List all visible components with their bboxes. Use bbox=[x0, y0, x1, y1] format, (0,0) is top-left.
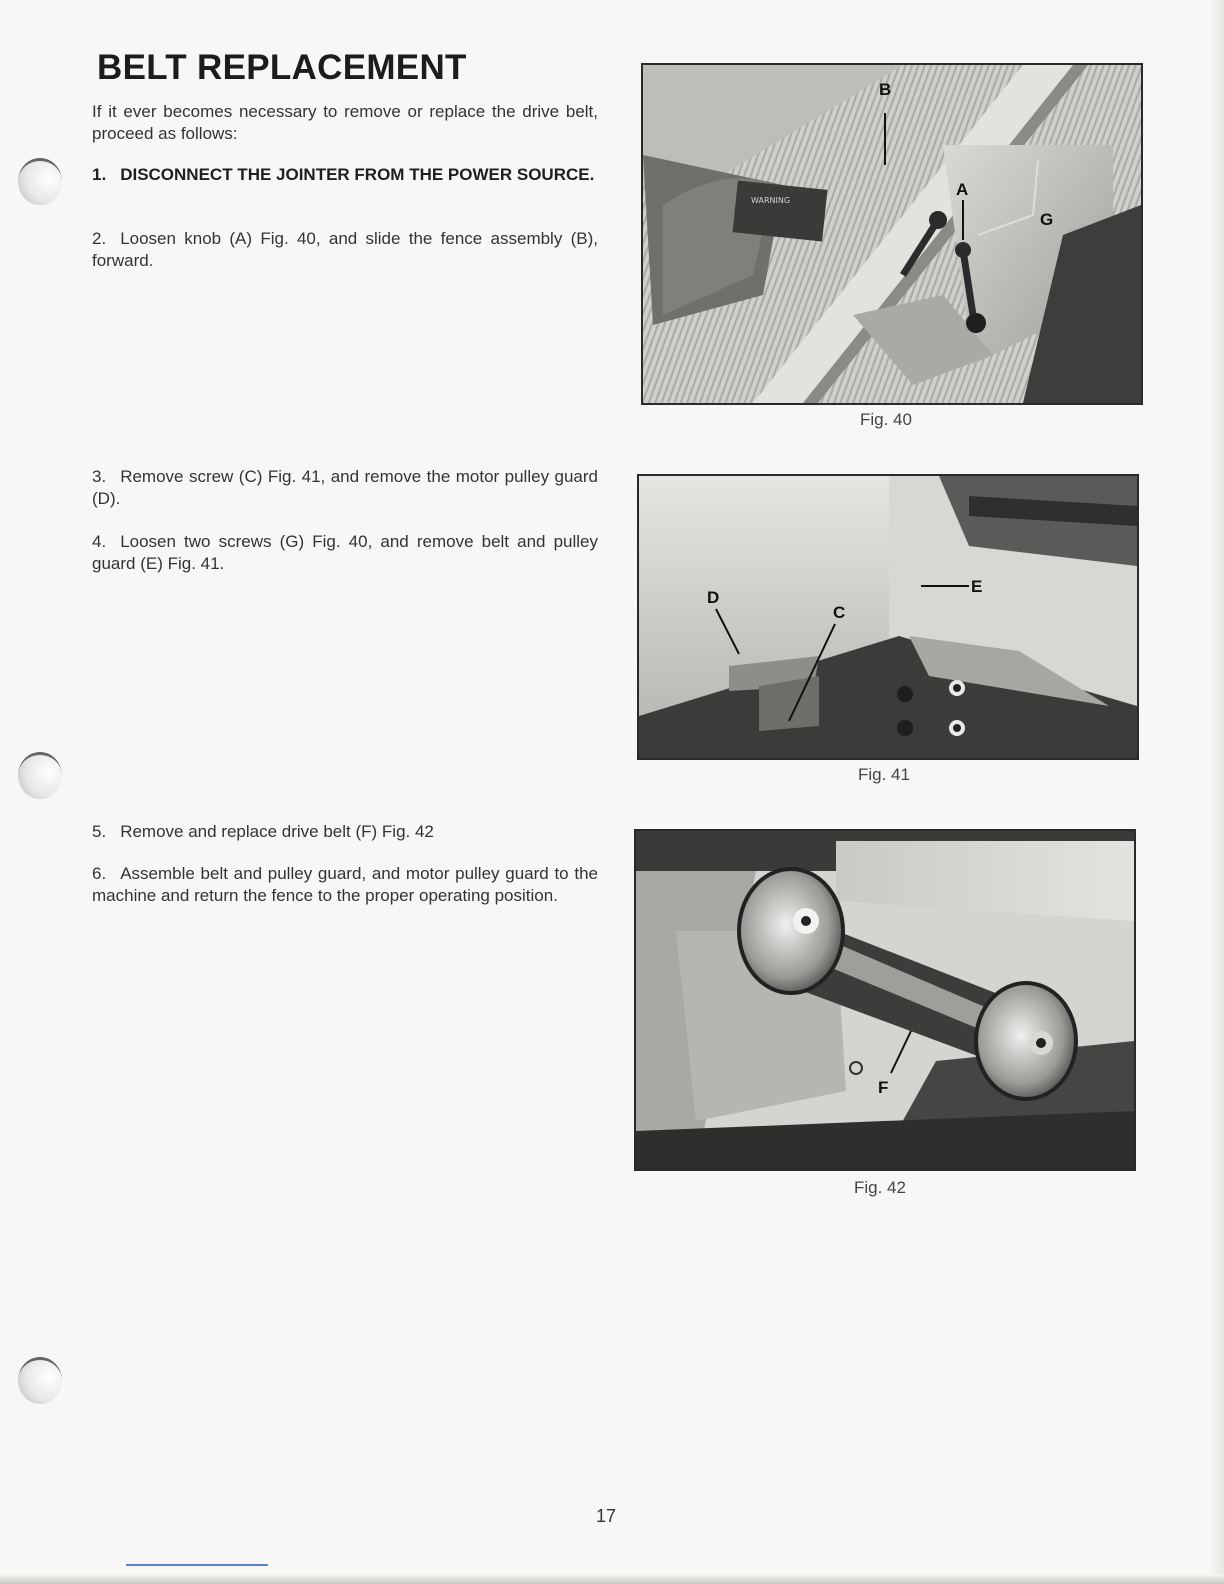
bottom-link-bar bbox=[126, 1564, 268, 1566]
step-4 bbox=[92, 531, 598, 575]
step-5 bbox=[92, 821, 598, 843]
fig40-label-g: G bbox=[1040, 210, 1054, 229]
step-2-text: Loosen knob (A) Fig. 40, and slide the fence assembly (B), forward. bbox=[92, 229, 598, 270]
fig40-label-b: B bbox=[879, 80, 892, 99]
step-6-text: Assemble belt and pulley guard, and motor pulley guard to the machine and return the fence to the proper operating position. bbox=[92, 864, 598, 905]
step-2-number: 2. bbox=[92, 229, 107, 248]
fig42-label-f: F bbox=[878, 1078, 889, 1097]
step-1-text: DISCONNECT THE JOINTER FROM THE POWER SOURCE. bbox=[120, 165, 595, 184]
figure-40-caption: Fig. 40 bbox=[860, 410, 912, 429]
page-number: 17 bbox=[596, 1506, 617, 1526]
fig40-label-a: A bbox=[956, 180, 969, 199]
fig41-label-d: D bbox=[707, 588, 720, 607]
step-6 bbox=[92, 863, 598, 907]
step-2 bbox=[92, 228, 598, 272]
punch-hole-middle bbox=[18, 752, 62, 799]
figure-40-photo bbox=[643, 65, 1141, 403]
intro-paragraph: If it ever becomes necessary to remove or replace the drive belt, proceed as follows: bbox=[92, 102, 598, 143]
fig41-label-c: C bbox=[833, 603, 846, 622]
page-title: BELT REPLACEMENT bbox=[97, 48, 467, 87]
page-edge-shadow bbox=[1210, 0, 1224, 1584]
figure-42-caption: Fig. 42 bbox=[854, 1178, 906, 1197]
figure-40 bbox=[641, 63, 1143, 405]
punch-hole-bottom bbox=[18, 1357, 62, 1404]
figure-41-photo bbox=[639, 476, 1137, 758]
page-bottom-shadow bbox=[0, 1574, 1224, 1584]
figure-41 bbox=[637, 474, 1139, 760]
step-3-number: 3. bbox=[92, 467, 107, 486]
step-1 bbox=[92, 164, 598, 186]
step-5-text: Remove and replace drive belt (F) Fig. 42 bbox=[120, 822, 434, 841]
fig40-decal-text: WARNING bbox=[751, 196, 791, 205]
step-6-number: 6. bbox=[92, 864, 107, 883]
punch-hole-top bbox=[18, 158, 62, 205]
step-4-number: 4. bbox=[92, 532, 107, 551]
figure-42 bbox=[634, 829, 1136, 1171]
figure-41-caption: Fig. 41 bbox=[858, 765, 910, 784]
figure-42-photo bbox=[636, 831, 1134, 1169]
fig41-label-e: E bbox=[971, 577, 983, 596]
step-4-text: Loosen two screws (G) Fig. 40, and remove belt and pulley guard (E) Fig. 41. bbox=[92, 532, 598, 573]
step-3 bbox=[92, 466, 598, 510]
step-1-number: 1. bbox=[92, 165, 107, 184]
step-3-text: Remove screw (C) Fig. 41, and remove the motor pulley guard (D). bbox=[92, 467, 598, 508]
step-5-number: 5. bbox=[92, 822, 107, 841]
